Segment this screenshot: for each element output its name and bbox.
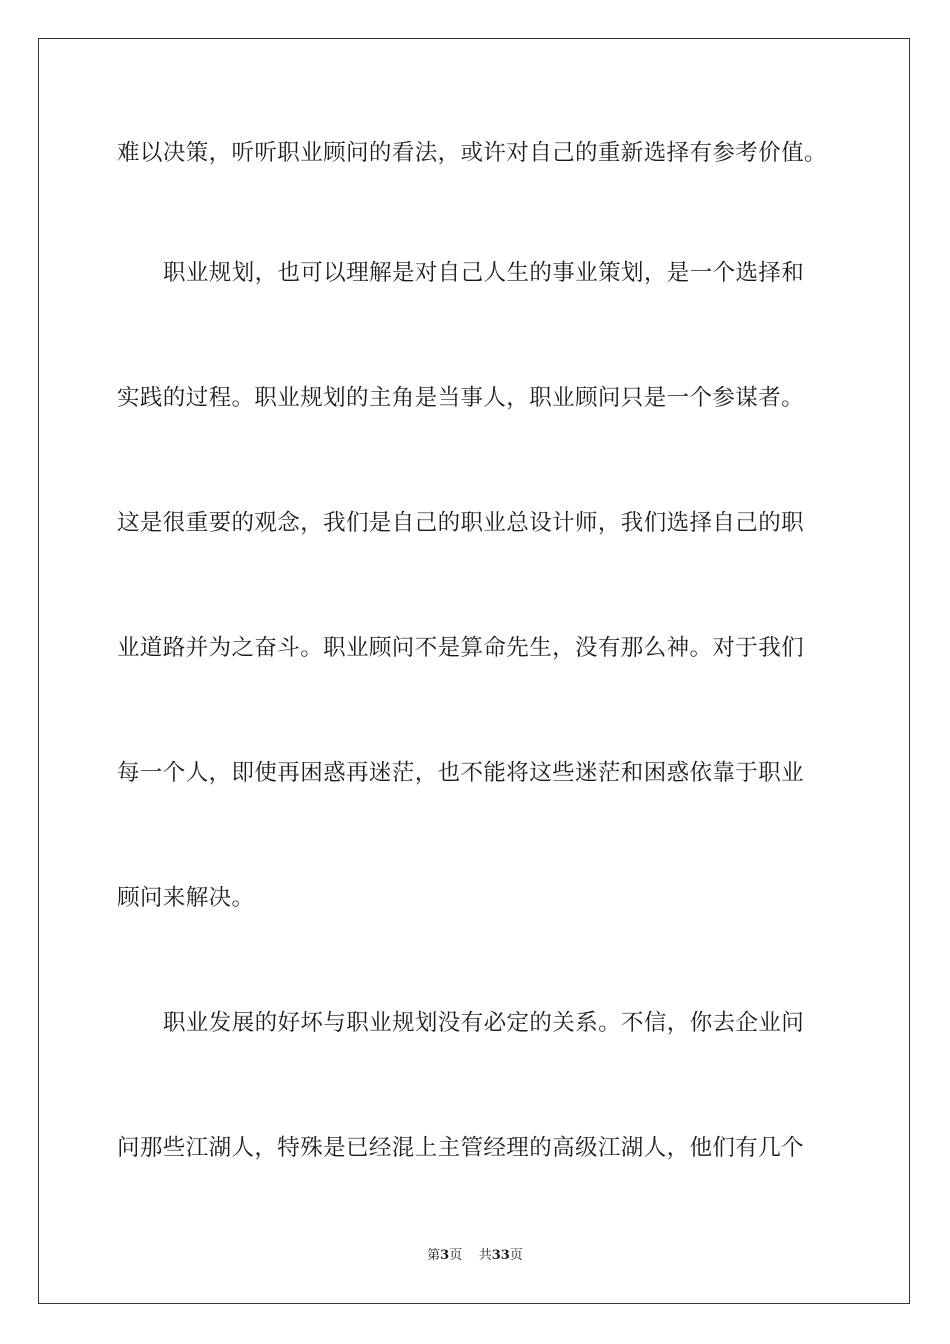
page-suffix: 页 — [449, 1248, 463, 1263]
total-prefix: 共 — [478, 1248, 492, 1263]
page-footer — [0, 1247, 950, 1265]
body-text-line-2: 职业规划，也可以理解是对自己人生的事业策划，是一个选择和 — [163, 260, 805, 286]
body-text-line-3: 实践的过程。职业规划的主角是当事人，职业顾问只是一个参谋者。 — [117, 385, 805, 411]
body-text-line-4: 这是很重要的观念，我们是自己的职业总设计师，我们选择自己的职 — [117, 510, 805, 536]
body-text-line-7: 顾问来解决。 — [117, 885, 255, 911]
body-text-line-8: 职业发展的好坏与职业规划没有必定的关系。不信，你去企业问 — [163, 1010, 805, 1036]
total-suffix: 页 — [509, 1248, 523, 1263]
body-text-line-1: 难以决策，听听职业顾问的看法，或许对自己的重新选择有参考价值。 — [117, 140, 827, 166]
body-text-line-5: 业道路并为之奋斗。职业顾问不是算命先生，没有那么神。对于我们 — [117, 635, 805, 661]
page-prefix: 第 — [427, 1248, 441, 1263]
body-text-line-9: 问那些江湖人，特殊是已经混上主管经理的高级江湖人，他们有几个 — [117, 1135, 805, 1161]
page-border — [38, 38, 910, 1304]
page-number: 3 — [440, 1248, 450, 1263]
total-pages: 33 — [491, 1248, 510, 1263]
body-text-line-6: 每一个人，即使再困惑再迷茫，也不能将这些迷茫和困惑依靠于职业 — [117, 760, 805, 786]
